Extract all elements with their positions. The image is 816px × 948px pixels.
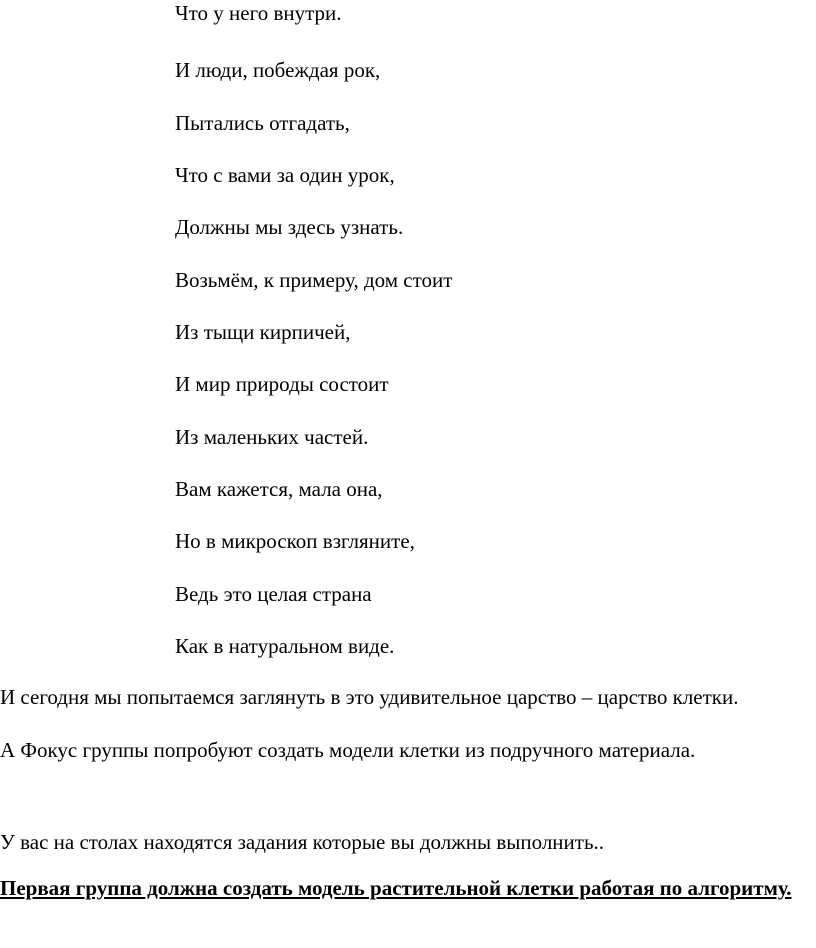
paragraph-group1-heading: Первая группа должна создать модель растительной клетки работая по алгоритму.: [0, 876, 792, 900]
paragraph-intro: И сегодня мы попытаемся заглянуть в это удивительное царство – царство клетки.: [0, 685, 739, 709]
poem-line: Возьмём, к примеру, дом стоит: [175, 268, 453, 292]
poem-line: Вам кажется, мала она,: [175, 477, 383, 501]
poem-line: Ведь это целая страна: [175, 582, 372, 606]
poem-line: Но в микроскоп взгляните,: [175, 529, 415, 553]
poem-line: Что с вами за один урок,: [175, 163, 395, 187]
poem-line: Что у него внутри.: [175, 1, 342, 25]
poem-line: Из тыщи кирпичей,: [175, 320, 351, 344]
poem-line: Пытались отгадать,: [175, 111, 350, 135]
paragraph-tasks: У вас на столах находятся задания которые вы должны выполнить..: [0, 830, 605, 854]
poem-line: И мир природы состоит: [175, 372, 389, 396]
poem-line: Как в натуральном виде.: [175, 634, 395, 658]
paragraph-focus: А Фокус группы попробуют создать модели клетки из подручного материала.: [0, 738, 696, 762]
poem-line: И люди, побеждая рок,: [175, 58, 381, 82]
poem-line: Должны мы здесь узнать.: [175, 215, 404, 239]
poem-line: Из маленьких частей.: [175, 425, 369, 449]
